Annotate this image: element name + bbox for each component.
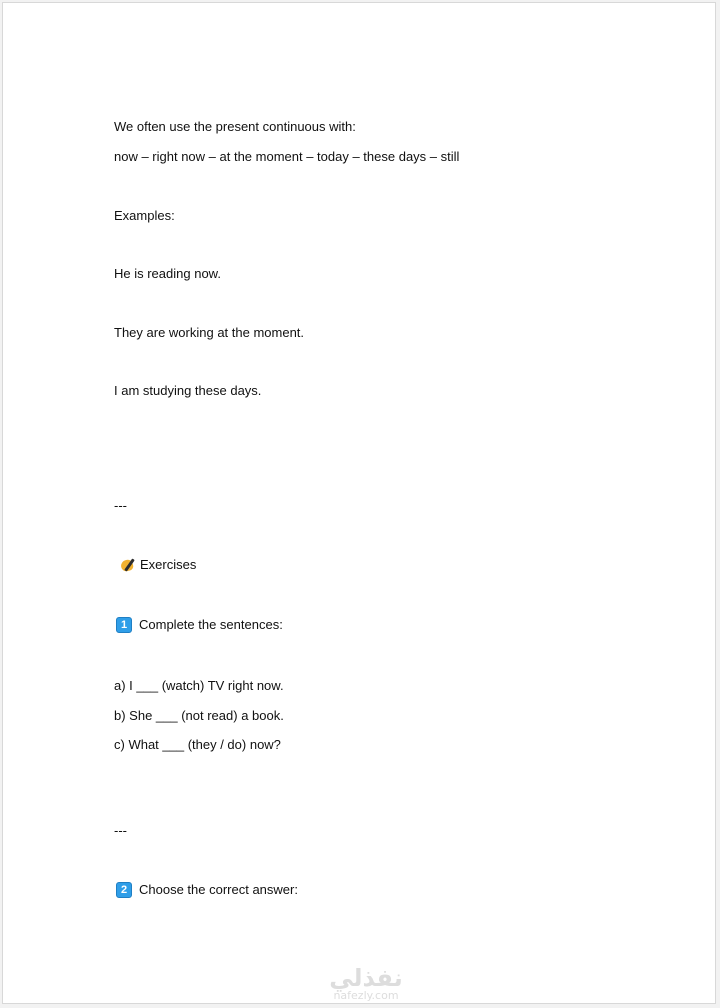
watermark-arabic-text: نفذلي bbox=[329, 964, 403, 992]
writing-hand-icon bbox=[120, 557, 136, 573]
example-sentence-1: He is reading now. bbox=[114, 266, 221, 281]
intro-text: We often use the present continuous with: bbox=[114, 119, 356, 134]
exercise-2-title-label: Choose the correct answer: bbox=[139, 882, 298, 897]
examples-heading: Examples: bbox=[114, 208, 175, 223]
keycap-digit-two-icon: 2 bbox=[116, 882, 132, 898]
exercises-heading bbox=[120, 556, 196, 574]
example-sentence-2: They are working at the moment. bbox=[114, 325, 305, 340]
document-page bbox=[2, 2, 716, 1004]
separator-1: --- bbox=[114, 498, 127, 513]
watermark-latin-text: nafezly.com bbox=[333, 989, 399, 1002]
exercise-1-item-b: b) She ___ (not read) a book. bbox=[114, 708, 284, 723]
exercises-heading-label: Exercises bbox=[140, 557, 197, 572]
separator-2: --- bbox=[114, 823, 127, 838]
keycap-digit-one-icon: 1 bbox=[116, 617, 132, 633]
exercise-1-title-label: Complete the sentences: bbox=[139, 617, 283, 632]
example-sentence-3: I am studying these days. bbox=[114, 383, 262, 398]
exercise-1-item-c: c) What ___ (they / do) now? bbox=[114, 737, 281, 752]
time-expressions-text: now – right now – at the moment – today – these days – still bbox=[114, 149, 460, 164]
exercise-1-title bbox=[116, 616, 283, 634]
exercise-1-item-a: a) I ___ (watch) TV right now. bbox=[114, 678, 284, 693]
nafezly-watermark-logo bbox=[321, 965, 411, 1004]
exercise-2-title bbox=[116, 881, 298, 899]
